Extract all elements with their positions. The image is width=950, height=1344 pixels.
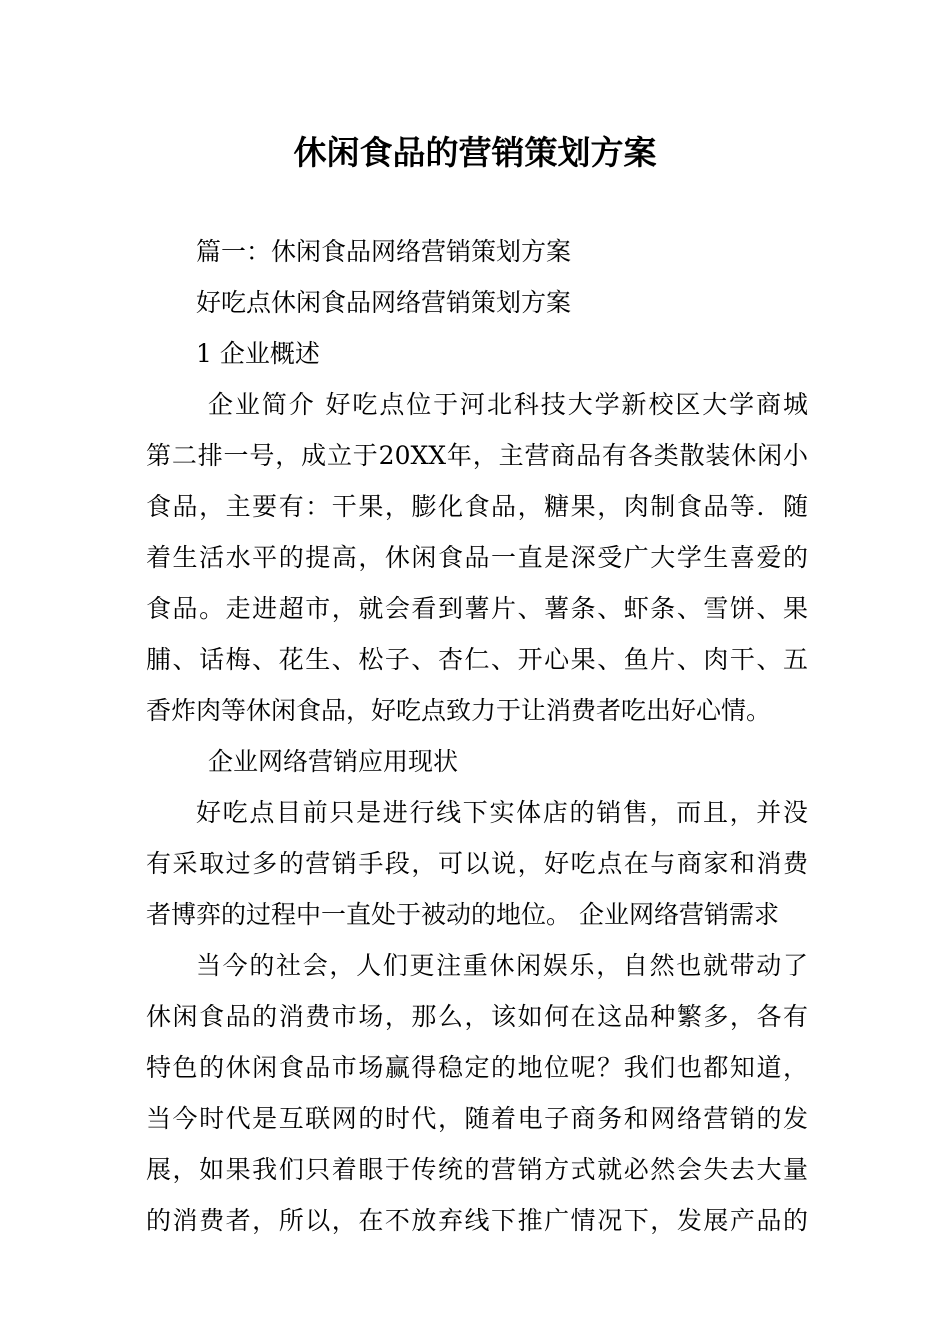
chapter-heading: 1 企业概述	[196, 339, 320, 368]
paragraph-line: 脯、话梅、花生、松子、杏仁、开心果、鱼片、肉干、五	[146, 645, 808, 674]
paragraph-line: 香炸肉等休闲食品，好吃点致力于让消费者吃出好心情。	[146, 696, 772, 725]
paragraph-line: 展，如果我们只着眼于传统的营销方式就必然会失去大量	[146, 1155, 808, 1184]
paragraph-line: 的消费者，所以，在不放弃线下推广情况下，发展产品的	[146, 1206, 808, 1235]
paragraph-line: 好吃点目前只是进行线下实体店的销售，而且，并没	[196, 798, 808, 827]
subsection-heading: 企业网络营销应用现状	[208, 747, 459, 776]
section-heading: 篇一：休闲食品网络营销策划方案	[196, 237, 572, 266]
paragraph-line: 企业简介 好吃点位于河北科技大学新校区大学商城	[208, 390, 808, 419]
document-body	[146, 226, 808, 1246]
paragraph-line: 特色的休闲食品市场赢得稳定的地位呢？我们也都知道，	[146, 1053, 808, 1082]
paragraph-line: 有采取过多的营销手段，可以说，好吃点在与商家和消费	[146, 849, 808, 878]
paragraph-line: 当今的社会，人们更注重休闲娱乐，自然也就带动了	[196, 951, 808, 980]
paragraph-line: 者博弈的过程中一直处于被动的地位。 企业网络营销需求	[146, 900, 779, 929]
paragraph-line: 食品，主要有：干果，膨化食品，糖果，肉制食品等．随	[146, 492, 808, 521]
paragraph-line: 第二排一号，成立于20XX年，主营商品有各类散装休闲小	[146, 441, 808, 470]
paragraph-line: 当今时代是互联网的时代，随着电子商务和网络营销的发	[146, 1104, 808, 1133]
paragraph-line: 食品。走进超市，就会看到薯片、薯条、虾条、雪饼、果	[146, 594, 808, 623]
paragraph-line: 休闲食品的消费市场，那么，该如何在这品种繁多，各有	[146, 1002, 808, 1031]
paragraph-line: 着生活水平的提高，休闲食品一直是深受广大学生喜爱的	[146, 543, 808, 572]
document-title: 休闲食品的营销策划方案	[293, 133, 657, 172]
subtitle: 好吃点休闲食品网络营销策划方案	[196, 288, 572, 317]
